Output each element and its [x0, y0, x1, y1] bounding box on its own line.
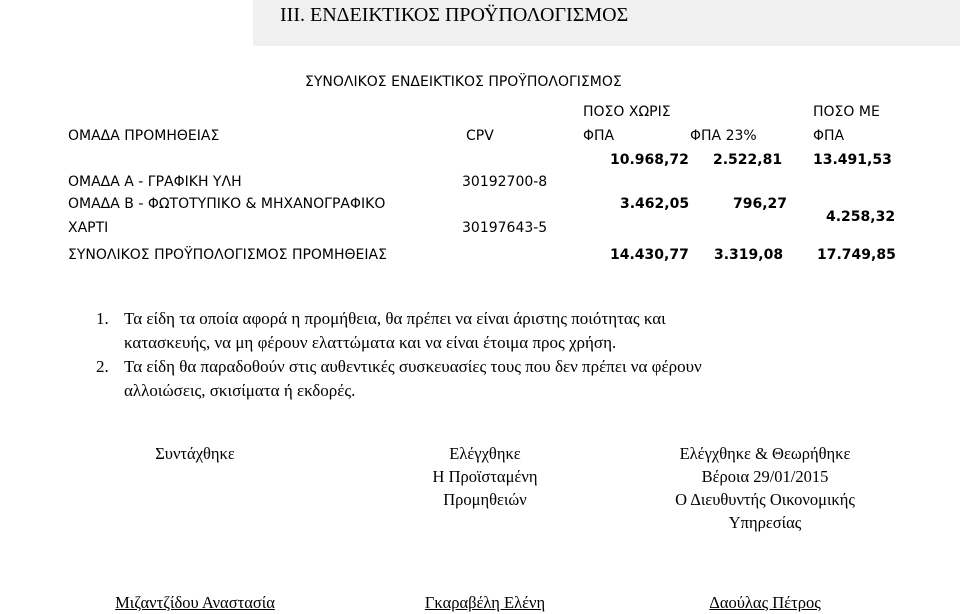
- row-b-gross: 4.258,32: [826, 209, 896, 225]
- header-cpv: CPV: [466, 128, 494, 144]
- total-gross: 17.749,85: [817, 247, 896, 263]
- note-2-number: 2.: [96, 357, 109, 376]
- row-b-cpv: 30197643-5: [462, 220, 548, 236]
- signature-3-line2: Βέροια 29/01/2015: [701, 467, 829, 486]
- signature-2-line3: Προμηθειών: [443, 490, 527, 509]
- note-2-line2: αλλοιώσεις, σκισίματα ή εκδορές.: [124, 381, 356, 400]
- row-b-group-line2: ΧΑΡΤΙ: [68, 220, 109, 236]
- note-1-line1: Τα είδη τα οποία αφορά η προμήθεια, θα πρέπει να είναι άριστης ποιότητας και: [124, 309, 666, 328]
- signature-3-name: Δαούλας Πέτρος: [709, 593, 821, 612]
- signature-2-name: Γκαραβέλη Ελένη: [424, 593, 546, 612]
- note-1-line2: κατασκευής, να μη φέρουν ελαττώματα και να είναι έτοιμα προς χρήση.: [124, 333, 617, 352]
- signature-3-title: Ελέγχθηκε & Θεωρήθηκε: [679, 444, 851, 463]
- header-gross-line2: ΦΠΑ: [813, 128, 845, 144]
- header-net-line2: ΦΠΑ: [583, 128, 615, 144]
- row-a-vat: 2.522,81: [713, 152, 783, 168]
- section-heading: III. ΕΝΔΕΙΚΤΙΚΟΣ ΠΡΟΫΠΟΛΟΓΙΣΜΟΣ: [280, 4, 629, 26]
- row-b-vat: 796,27: [733, 196, 788, 212]
- note-1-number: 1.: [96, 309, 109, 328]
- header-net-line1: ΠΟΣΟ ΧΩΡΙΣ: [583, 104, 671, 120]
- row-a-group: ΟΜΑΔΑ Α - ΓΡΑΦΙΚΗ ΥΛΗ: [68, 174, 242, 190]
- header-group: ΟΜΑΔΑ ΠΡΟΜΗΘΕΙΑΣ: [68, 128, 220, 144]
- signature-3-line4: Υπηρεσίας: [728, 513, 802, 532]
- total-vat: 3.319,08: [714, 247, 784, 263]
- total-net: 14.430,77: [610, 247, 689, 263]
- row-a-net: 10.968,72: [610, 152, 689, 168]
- header-vat: ΦΠΑ 23%: [690, 128, 757, 144]
- row-b-group-line1: ΟΜΑΔΑ Β - ΦΩΤΟΤΥΠΙΚΟ & ΜΗΧΑΝΟΓΡΑΦΙΚΟ: [68, 196, 386, 212]
- signature-1-title: Συντάχθηκε: [155, 444, 235, 463]
- row-b-net: 3.462,05: [620, 196, 690, 212]
- signature-2-line2: Η Προϊσταμένη: [432, 467, 538, 486]
- note-2-line1: Τα είδη θα παραδοθούν στις αυθεντικές συσκευασίες τους που δεν πρέπει να φέρουν: [124, 357, 702, 376]
- signature-1-name: Μιζαντζίδου Αναστασία: [115, 593, 275, 612]
- row-a-cpv: 30192700-8: [462, 174, 548, 190]
- signature-3-line3: Ο Διευθυντής Οικονομικής: [675, 490, 855, 509]
- header-gross-line1: ΠΟΣΟ ΜΕ: [813, 104, 880, 120]
- total-label: ΣΥΝΟΛΙΚΟΣ ΠΡΟΫΠΟΛΟΓΙΣΜΟΣ ΠΡΟΜΗΘΕΙΑΣ: [68, 247, 387, 263]
- table-caption: ΣΥΝΟΛΙΚΟΣ ΕΝΔΕΙΚΤΙΚΟΣ ΠΡΟΫΠΟΛΟΓΙΣΜΟΣ: [305, 74, 622, 90]
- row-a-gross: 13.491,53: [813, 152, 892, 168]
- signature-2-title: Ελέγχθηκε: [449, 444, 521, 463]
